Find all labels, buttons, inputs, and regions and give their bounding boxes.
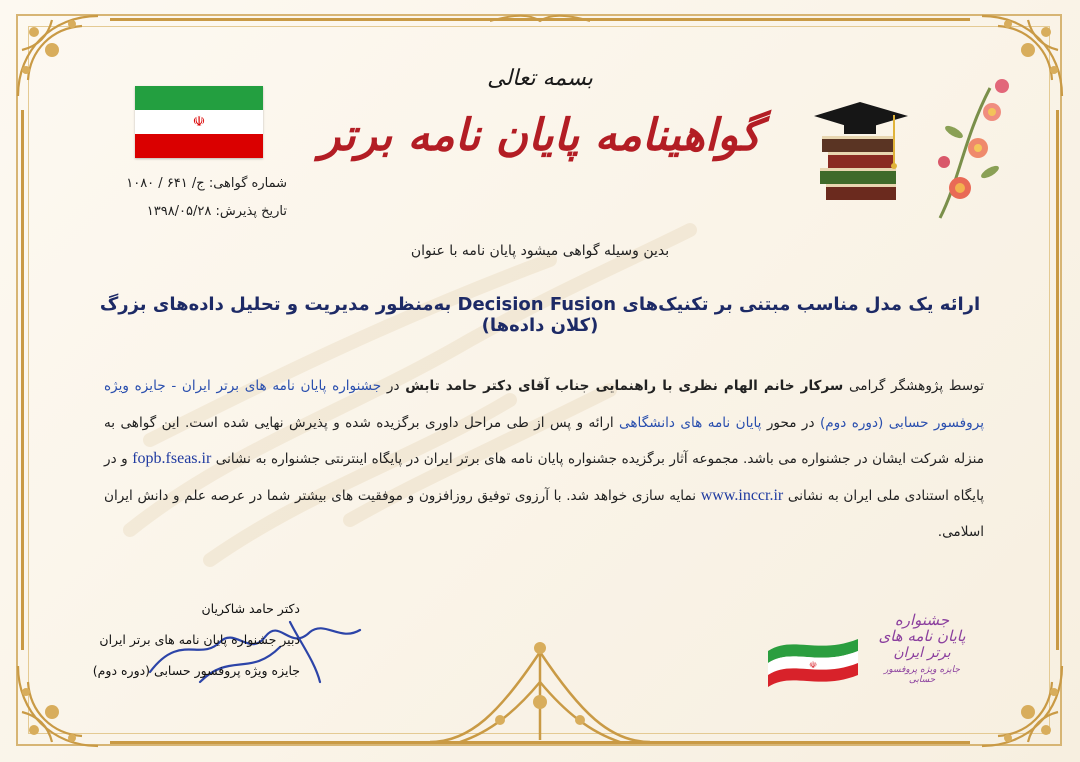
signer-role: دبیر جشنواره پایان نامه های برتر ایران bbox=[99, 632, 300, 647]
body-text-1: توسط پژوهشگر گرامی bbox=[843, 378, 984, 394]
body-text-5: و در پایگاه استنادی ملی ایران به نشانی bbox=[104, 451, 984, 504]
body-text-2: در bbox=[381, 378, 406, 394]
books-graduation-cap-icon bbox=[812, 100, 912, 210]
corner-ornament-icon bbox=[12, 660, 104, 752]
left-gold-bar bbox=[21, 110, 24, 650]
festival-url-link[interactable]: fopb.fseas.ir bbox=[132, 450, 212, 467]
signer-name: دکتر حامد شاکریان bbox=[201, 601, 300, 616]
logo-line-3: برتر ایران bbox=[893, 645, 951, 661]
festival-logo bbox=[872, 611, 972, 685]
body-text-3: در محور bbox=[761, 414, 820, 431]
festival-name: جشنواره پایان نامه های برتر ایران - جایزه ویژه پروفسور حسابی (دوره دوم) bbox=[104, 378, 984, 431]
bottom-center-ornament-icon bbox=[420, 632, 660, 750]
top-center-ornament-icon bbox=[490, 14, 590, 28]
intro-line: بدین وسیله گواهی میشود پایان نامه با عنوان bbox=[410, 243, 670, 259]
logo-line-1: جشنواره bbox=[894, 611, 950, 629]
signature-block bbox=[93, 598, 300, 681]
logo-line-4: جایزه ویژه پروفسور حسابی bbox=[884, 665, 960, 685]
corner-ornament-icon bbox=[976, 660, 1068, 752]
svg-text:☫: ☫ bbox=[808, 661, 818, 671]
certificate-title: گواهینامه پایان نامه برتر bbox=[319, 110, 761, 161]
logo-line-2: پایان نامه های bbox=[878, 627, 966, 645]
basmala: بسمه تعالی bbox=[487, 66, 593, 91]
signer-subtitle: جایزه ویژه پروفسور حسابی (دوره دوم) bbox=[92, 663, 300, 678]
flag-wave-logo-icon bbox=[766, 633, 860, 687]
acceptance-date: تاریخ پذیرش: ۱۳۹۸/۰۵/۲۸ bbox=[146, 204, 287, 219]
inccr-url-link[interactable]: www.inccr.ir bbox=[700, 486, 784, 504]
iran-flag-icon: ☫ bbox=[135, 86, 263, 158]
right-gold-bar bbox=[1056, 110, 1059, 650]
certificate-body bbox=[104, 368, 984, 551]
body-text-4: ارائه و پس از طی مراحل داوری برگزیده شده و پذیرش نهایی شده است. این گواهی به منزله شرکت ایشان در جشنواره می باشد. مجموعه آثار برگزیده جشنواره پایان نامه های برتر ایران در پایگاه اینترنتی جشنواره به نشانی bbox=[104, 414, 985, 467]
thesis-title: ارائه یک مدل مناسب مبتنی بر تکنیک‌های Decision Fusion به‌منظور مدیریت و تحلیل داده‌های بزرگ (کلان داده‌ها) bbox=[99, 294, 981, 336]
body-text-6: نمایه سازی خواهد شد. با آرزوی توفیق روزافزون و موفقیت های بیشتر شما در عرصه علم و دانش ایران اسلامی. bbox=[104, 487, 984, 540]
axis-name: پایان نامه های دانشگاهی bbox=[619, 414, 762, 431]
flowers-ornament-icon bbox=[930, 68, 1016, 228]
certificate-number: شماره گواهی: ج/ ۶۴۱ / ۱۰۸۰ bbox=[126, 176, 287, 191]
researcher-name: سرکار خانم الهام نظری با راهنمایی جناب آقای دکتر حامد تابش bbox=[405, 378, 844, 394]
